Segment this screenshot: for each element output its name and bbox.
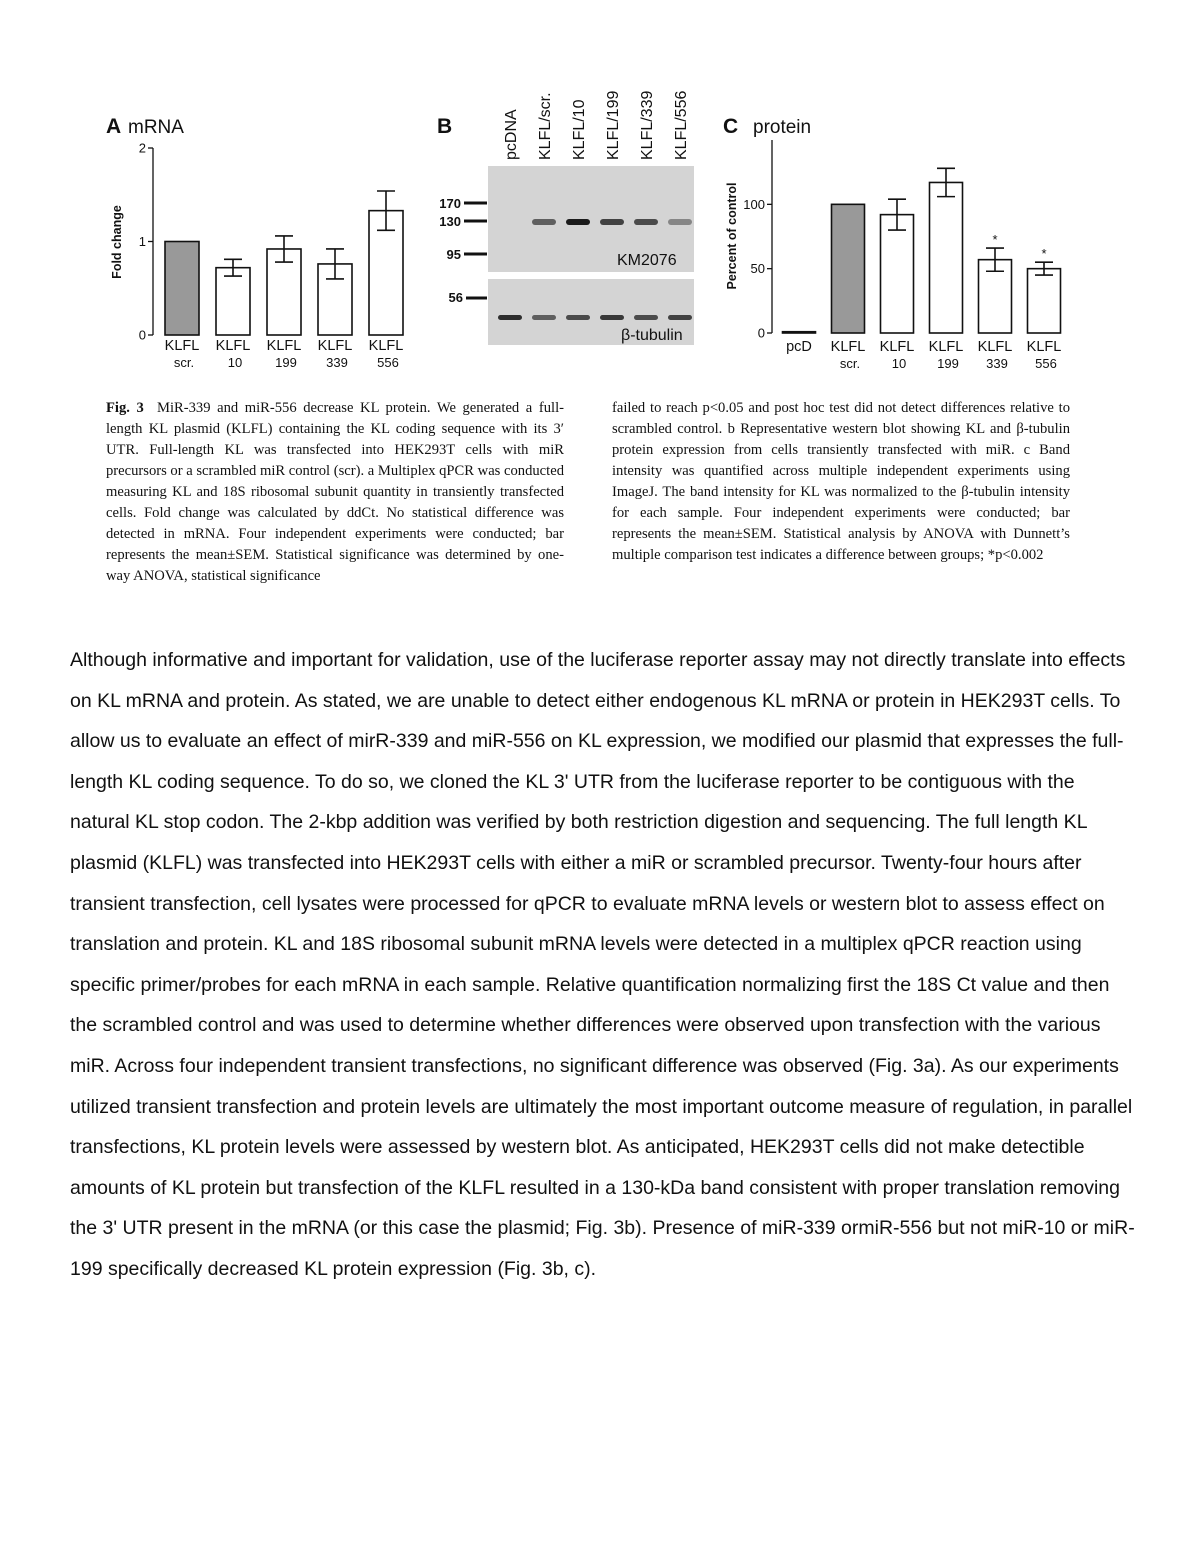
y-tick-label: 100 <box>743 196 765 212</box>
panel-b-western-blot <box>437 91 694 345</box>
upper-band-lane-4 <box>634 219 658 225</box>
y-tick-label: 0 <box>757 325 765 341</box>
panel-a-title: mRNA <box>128 117 184 138</box>
upper-band-lane-3 <box>600 219 624 225</box>
molecular-weight-markers <box>439 196 487 305</box>
lower-band-lane-4 <box>634 315 658 320</box>
x-category-label: 10 <box>891 356 907 371</box>
x-category-label: scr. <box>839 356 861 371</box>
lane-label-3: KLFL/199 <box>605 90 622 160</box>
panel-a-mrna-chart <box>106 115 403 370</box>
x-category-label: KLFL <box>977 339 1013 355</box>
caption-left-text: MiR-339 and miR-556 decrease KL protein. We generated a full-length KL plasmid (KLFL) containing the KL coding sequence with its 3′ UTR. Full-length KL was transfected into HEK293T cells with miR precursors or a scrambled miR control (scr). a Multiplex qPCR was conducted measuring KL and 18S ribosomal subunit quantity in transiently transfected cells. Fold change was calculated by ddCt. No statistical difference was detected in mRNA. Four independent experiments were conducted; bar represents the mean±SEM. Statistical significance was determined by one-way ANOVA, statistical significance <box>106 400 564 584</box>
lower-band-lane-2 <box>566 315 590 320</box>
caption-right-text: failed to reach p<0.05 and post hoc test did not detect differences relative to scrambled control. b Representative western blot showing KL and β-tubulin protein expression from cells transiently transfected with miR. c Band intensity was quantified across multiple independent experiments using ImageJ. The band intensity for KL was normalized to the β-tubulin intensity for each sample. Four independent experiments were conducted; bar represents the mean±SEM. Statistical analysis by ANOVA with Dunnett’s multiple comparison test indicates a difference between groups; *p<0.002 <box>612 400 1070 563</box>
panel-c-letter: C <box>723 115 739 138</box>
marker-label-130: 130 <box>439 214 461 229</box>
upper-band-lane-2 <box>566 219 590 225</box>
panel-c-ylabel: Percent of control <box>725 182 739 290</box>
upper-band-lane-1 <box>532 219 556 225</box>
lane-label-2: KLFL/10 <box>571 99 588 160</box>
x-category-label: 199 <box>275 355 297 370</box>
upper-antibody-label: KM2076 <box>617 252 677 269</box>
marker-label-170: 170 <box>439 196 461 211</box>
bar-0 <box>165 242 199 336</box>
x-category-label: KLFL <box>266 338 302 354</box>
x-category-label: 199 <box>937 356 959 371</box>
x-category-label: 339 <box>986 356 1008 371</box>
panel-c-protein-chart <box>723 115 1061 371</box>
x-category-label: 556 <box>377 355 399 370</box>
bar-0 <box>783 332 816 333</box>
y-tick-label: 2 <box>138 140 146 156</box>
lower-antibody-label: β-tubulin <box>621 327 683 344</box>
x-category-label: KLFL <box>164 338 200 354</box>
panel-b-letter: B <box>437 115 453 138</box>
bar-5 <box>1028 269 1061 333</box>
lower-band-lane-5 <box>668 315 692 320</box>
caption-label: Fig. 3 <box>106 400 144 416</box>
x-category-label: KLFL <box>928 339 964 355</box>
lower-band-lane-3 <box>600 315 624 320</box>
upper-band-lane-5 <box>668 219 692 225</box>
panel-a-ylabel: Fold change <box>110 205 124 279</box>
lower-band-lane-1 <box>532 315 556 320</box>
x-category-label: KLFL <box>879 339 915 355</box>
x-category-label: KLFL <box>1026 339 1062 355</box>
bar-3 <box>930 182 963 333</box>
x-category-label: 556 <box>1035 356 1057 371</box>
figure-caption-right <box>612 398 1070 566</box>
panel-c-title: protein <box>753 117 812 138</box>
x-category-label: scr. <box>173 355 195 370</box>
x-category-label: 339 <box>326 355 348 370</box>
figure-caption-left <box>106 398 564 587</box>
bar-1 <box>832 204 865 333</box>
bar-1 <box>216 268 250 335</box>
lane-label-1: KLFL/scr. <box>537 92 554 160</box>
x-category-label: pcD <box>786 339 812 355</box>
blot-lane-labels <box>503 91 690 160</box>
lower-band-lane-0 <box>498 315 522 320</box>
lane-label-5: KLFL/556 <box>673 90 690 160</box>
significance-star: * <box>1041 246 1047 262</box>
y-tick-label: 1 <box>138 234 146 249</box>
y-tick-label: 50 <box>750 261 765 277</box>
y-tick-label: 0 <box>138 327 146 343</box>
x-category-label: KLFL <box>368 338 404 354</box>
x-category-label: 10 <box>227 355 243 370</box>
body-paragraph: Although informative and important for validation, use of the luciferase reporter assay may not directly translate into effects on KL mRNA and protein. As stated, we are unable to detect either endogenous KL mRNA or protein in HEK293T cells. To allow us to evaluate an effect of mirR-339 and miR-556 on KL expression, we modified our plasmid that expresses the full-length KL coding sequence. To do so, we cloned the KL 3' UTR from the luciferase reporter to be contiguous with the natural KL stop codon. The 2-kbp addition was verified by both restriction digestion and sequencing. The full length KL plasmid (KLFL) was transfected into HEK293T cells with either a miR or scrambled precursor. Twenty-four hours after transient transfection, cell lysates were processed for qPCR to evaluate mRNA levels or western blot to assess effect on translation and protein. KL and 18S ribosomal subunit mRNA levels were detected in a multiplex qPCR reaction using specific primer/probes for each mRNA in each sample. Relative quantification normalizing first the 18S Ct value and then the scrambled control and was used to determine whether differences were observed upon transfection with the various miR. Across four independent transient transfections, no significant difference was observed (Fig. 3a). As our experiments utilized transient transfection and protein levels are ultimately the most important outcome measure of regulation, in parallel transfections, KL protein levels were assessed by western blot. As anticipated, HEK293T cells did not make detectible amounts of KL protein but transfection of the KLFL resulted in a 130-kDa band consistent with proper translation removing the 3' UTR present in the mRNA (or this case the plasmid; Fig. 3b). Presence of miR-339 ormiR-556 but not miR-10 or miR- 199 specifically decreased KL protein expression (Fig. 3b, c). <box>70 649 1135 1280</box>
lane-label-0: pcDNA <box>503 109 520 160</box>
marker-label-95: 95 <box>446 247 461 262</box>
x-category-label: KLFL <box>830 339 866 355</box>
significance-star: * <box>992 232 998 248</box>
marker-label-56: 56 <box>448 290 463 305</box>
bar-2 <box>881 215 914 333</box>
lane-label-4: KLFL/339 <box>639 90 656 160</box>
x-category-label: KLFL <box>215 338 251 354</box>
panel-a-letter: A <box>106 115 122 138</box>
x-category-label: KLFL <box>317 338 353 354</box>
figure-3 <box>0 0 1200 380</box>
